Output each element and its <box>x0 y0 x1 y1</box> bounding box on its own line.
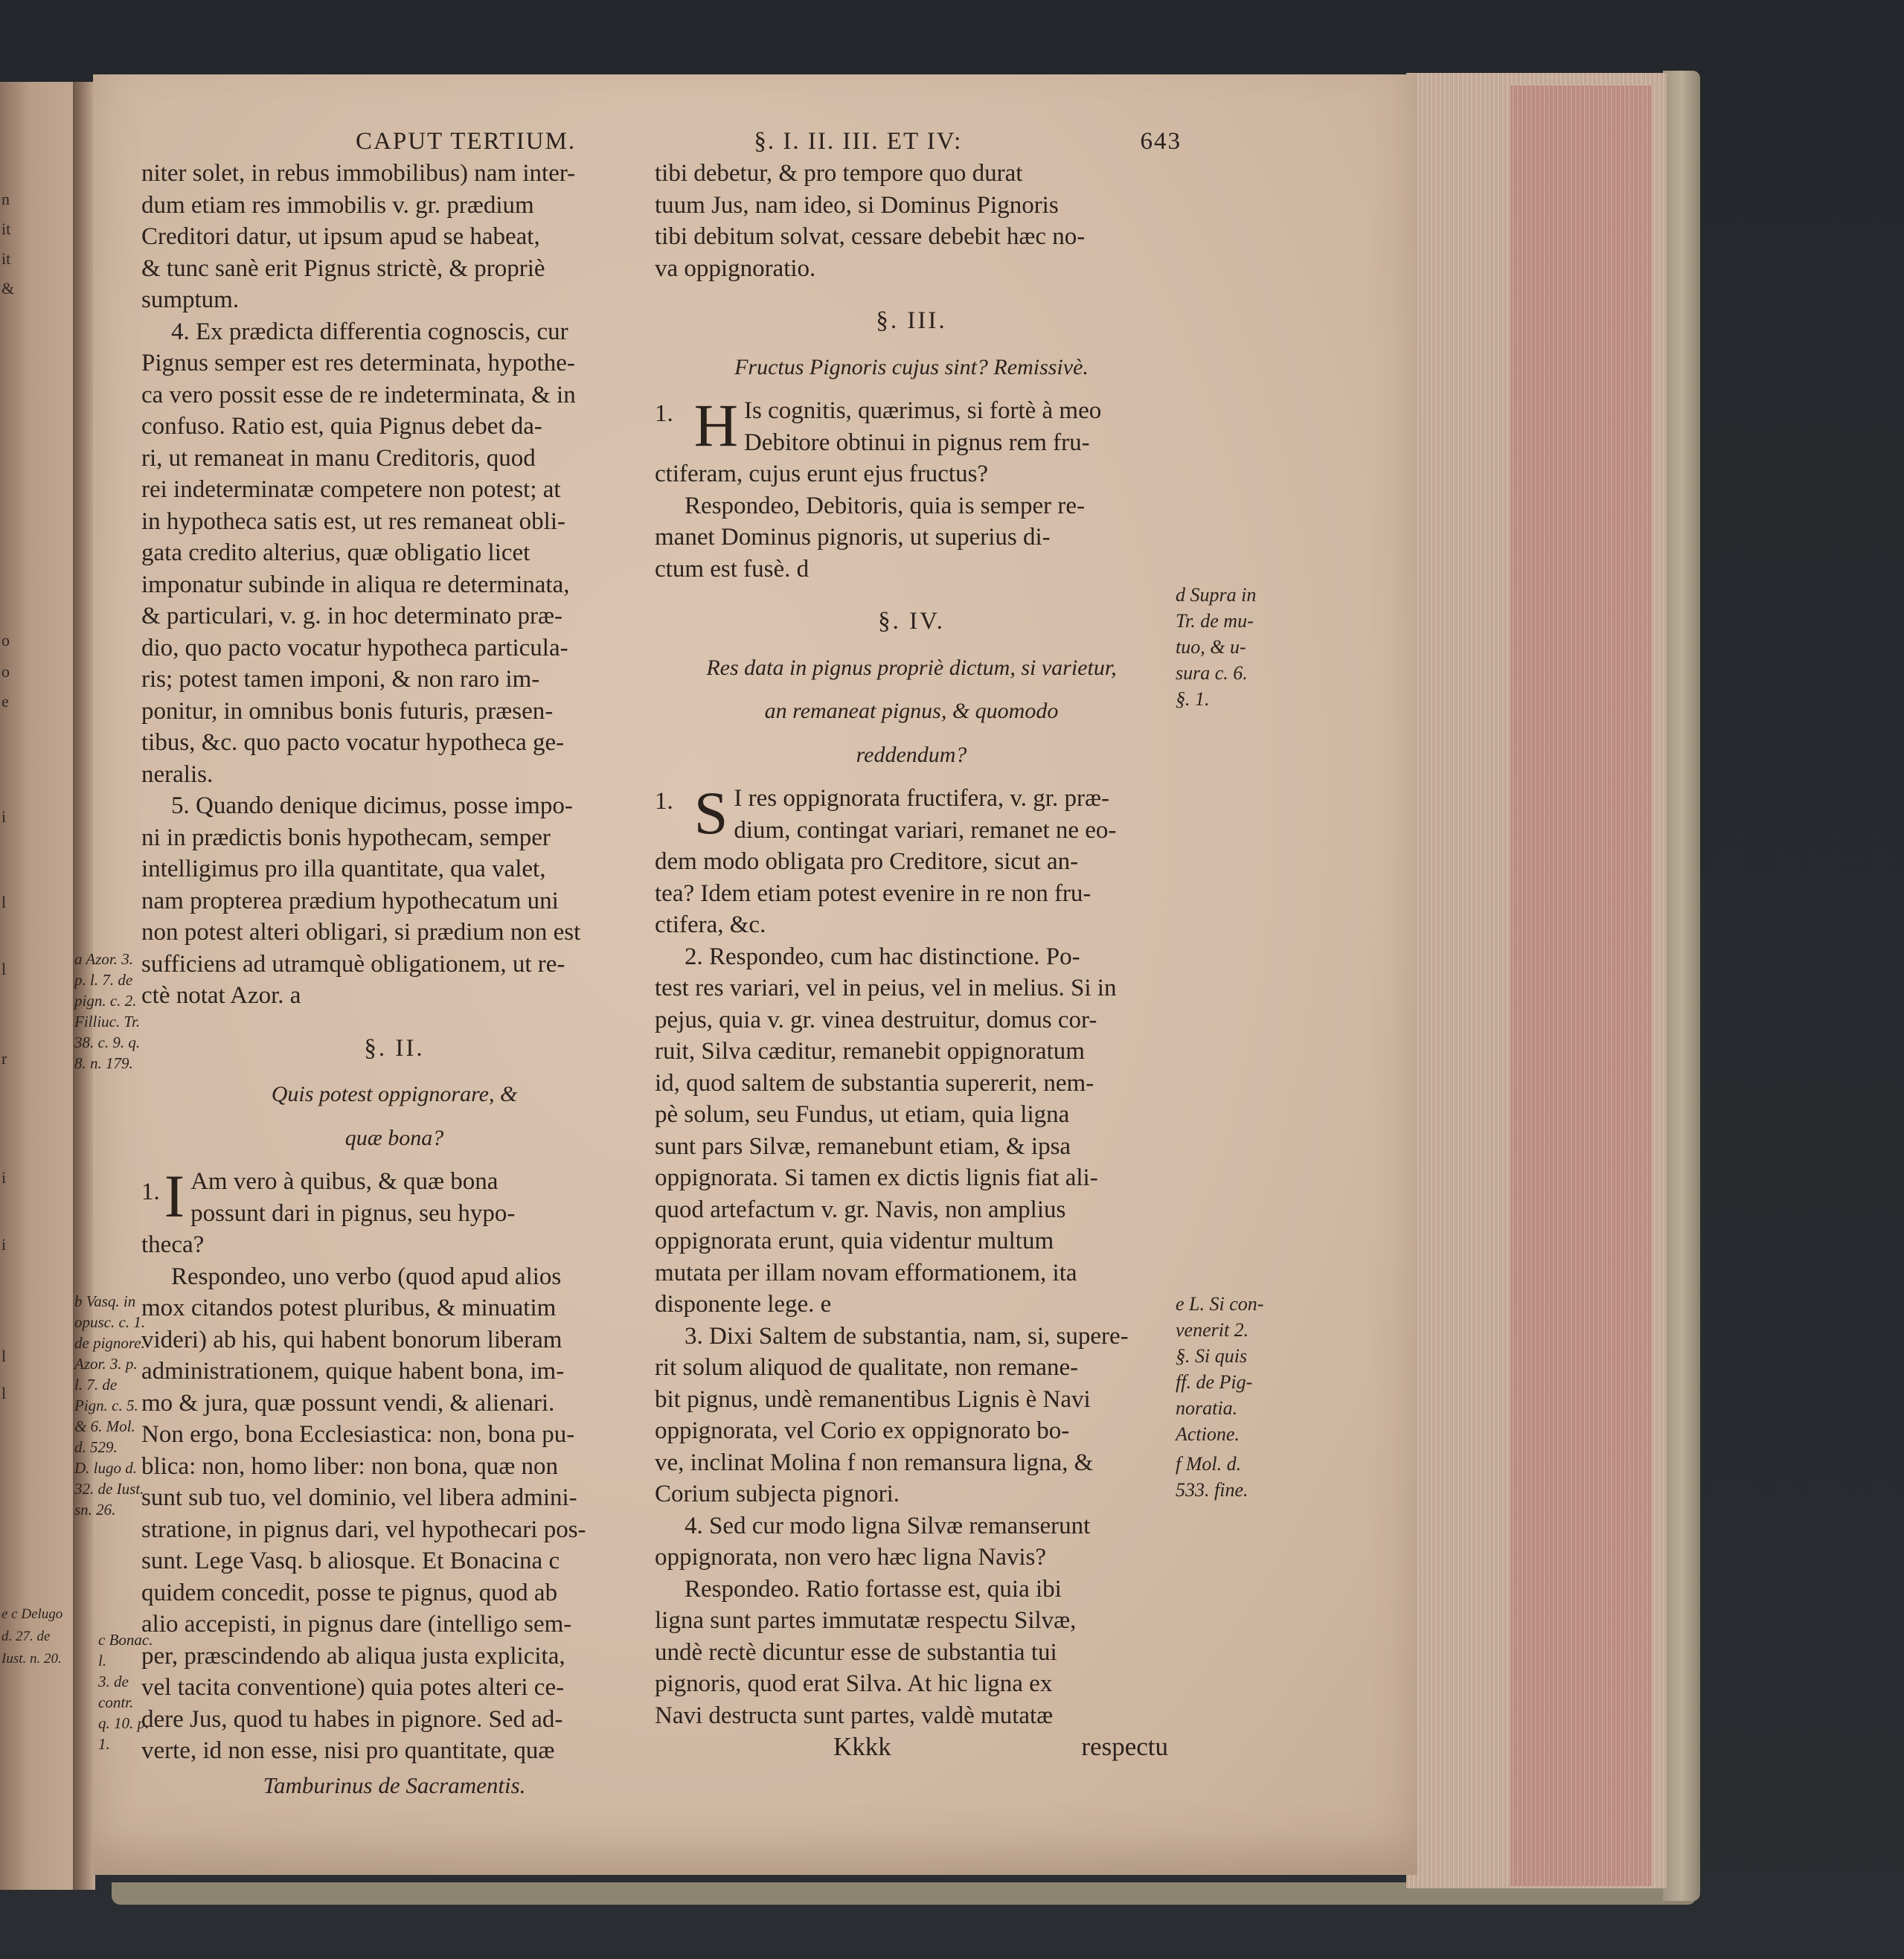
text-line: oppignorata, non vero hæc ligna Navis? <box>655 1544 1047 1571</box>
text-line: sunt sub tuo, vel dominio, vel libera admini- <box>141 1484 577 1511</box>
text-line: dere Jus, quod tu habes in pignore. Sed ad- <box>141 1705 563 1733</box>
text-line: in hypotheca satis est, ut res remaneat obli- <box>141 507 565 535</box>
text-line: 2. Respondeo, cum hac distinctione. Po- <box>685 943 1080 970</box>
margin-note-line: pign. c. 2. <box>74 992 137 1010</box>
text-line: Is cognitis, quærimus, si fortè à meo <box>743 397 1102 424</box>
text-line: ruit, Silva cæditur, remanebit oppignoratum <box>655 1038 1085 1065</box>
margin-note-line: 32. de Iust. <box>74 1480 144 1498</box>
margin-note-line: q. 10. p. 1. <box>98 1714 150 1753</box>
text-line: ctè notat Azor. a <box>141 982 301 1009</box>
left-fragment: it <box>1 219 11 238</box>
left-fragment: l <box>1 960 7 978</box>
text-line: theca? <box>141 1231 205 1258</box>
margin-note-line: §. 1. <box>1176 688 1210 710</box>
section-heading-3: §. III. <box>876 307 947 334</box>
margin-note-line: de pignore. <box>74 1334 145 1352</box>
left-fragment: n <box>1 190 10 208</box>
text-line: I res oppignorata fructifera, v. gr. præ- <box>734 785 1109 812</box>
margin-note-a <box>74 949 149 1074</box>
margin-note-f <box>1176 1451 1295 1503</box>
margin-note-line: Azor. 3. p. <box>74 1355 138 1373</box>
margin-note-line: 8. n. 179. <box>74 1054 133 1072</box>
text-line: oppignorata erunt, quia videntur multum <box>655 1228 1054 1254</box>
text-line: sumptum. <box>141 286 240 313</box>
margin-note-line: Filliuc. Tr. <box>74 1013 141 1030</box>
text-line: blica: non, homo liber: non bona, quæ non <box>141 1452 559 1480</box>
text-line: tuum Jus, nam ideo, si Dominus Pignoris <box>655 191 1059 219</box>
text-line: test res variari, vel in peius, vel in melius. Si in <box>655 975 1117 1001</box>
text-line: tibus, &c. quo pacto vocatur hypotheca ge- <box>141 729 565 756</box>
margin-note-line: Tr. de mu- <box>1176 610 1254 632</box>
text-line: Am vero à quibus, & quæ bona <box>190 1168 499 1195</box>
text-line: ni in prædictis bonis hypothecam, semper <box>141 824 551 851</box>
rubric-line: Res data in pignus propriè dictum, si varietur, <box>706 655 1117 680</box>
catchword: respectu <box>1081 1732 1168 1761</box>
margin-note-line: tuo, & u- <box>1176 636 1246 658</box>
column-right <box>655 158 1168 1763</box>
margin-note-line: D. lugo d. <box>74 1459 137 1477</box>
margin-note-line: d. 27. de <box>1 1629 51 1644</box>
margin-note-line: 38. c. 9. q. <box>74 1033 141 1051</box>
text-line: pè solum, seu Fundus, ut etiam, quia ligna <box>655 1101 1070 1128</box>
text-line: dium, contingat variari, remanet ne eo- <box>734 816 1117 844</box>
text-line: Navi destructa sunt partes, valdè mutatæ <box>655 1702 1054 1729</box>
text-line: 5. Quando denique dicimus, posse impo- <box>171 792 573 819</box>
text-line: bit pignus, undè remanentibus Lignis è Navi <box>655 1385 1091 1413</box>
text-line: intelligimus pro illa quantitate, qua valet, <box>141 856 546 882</box>
text-line: ri, ut remaneat in manu Creditoris, quod <box>141 444 536 472</box>
text-line: alio accepisti, in pignus dare (intelligo sem- <box>141 1611 572 1638</box>
margin-note-line: §. Si quis <box>1176 1345 1248 1367</box>
text-line: videri) ab his, qui habent bonorum liberam <box>141 1326 562 1353</box>
left-fragment: i <box>1 807 7 826</box>
text-line: stratione, in pignus dari, vel hypothecari pos- <box>141 1516 586 1543</box>
text-line: gata credito alterius, quæ obligatio licet <box>141 539 531 566</box>
section-heading-4: §. IV. <box>878 608 945 635</box>
text-line: vel tacita conventione) quia potes alteri ce- <box>141 1674 565 1701</box>
text-line: administrationem, quique habent bona, im- <box>141 1358 565 1385</box>
text-line: possunt dari in pignus, seu hypo- <box>190 1199 516 1227</box>
margin-note-line: Iust. n. 20. <box>1 1651 62 1667</box>
margin-note-line: p. l. 7. de <box>74 971 133 989</box>
text-line: disponente lege. e <box>655 1291 832 1318</box>
margin-note-line: Actione. <box>1176 1423 1240 1445</box>
rubric-line: an remaneat pignus, & quomodo <box>764 699 1059 723</box>
text-line: Creditori datur, ut ipsum apud se habeat, <box>141 223 540 250</box>
drop-capital: H <box>693 391 738 459</box>
text-line: rei indeterminatæ competere non potest; at <box>141 476 561 503</box>
text-line: dem modo obligata pro Creditore, sicut an- <box>655 848 1079 875</box>
left-fragment: o <box>1 631 10 650</box>
signature-row <box>655 1731 1168 1763</box>
left-fragment: o <box>1 662 10 681</box>
text-line: tibi debetur, & pro tempore quo durat <box>655 160 1023 187</box>
margin-note-line: b Vasq. in <box>74 1292 136 1310</box>
page-number: 643 <box>1140 128 1182 155</box>
text-line: quod artefactum v. gr. Navis, non amplius <box>655 1196 1066 1223</box>
margin-note-line: a Azor. 3. <box>74 950 133 968</box>
paragraph-with-dropcap <box>655 391 1168 490</box>
margin-note-line: sura c. 6. <box>1176 662 1248 684</box>
margin-note-e <box>1176 1291 1295 1447</box>
rubric-line: reddendum? <box>856 742 967 767</box>
left-fragment: i <box>1 1168 7 1187</box>
text-line: Respondeo, Debitoris, quia is semper re- <box>685 492 1085 519</box>
text-line: Pignus semper est res determinata, hypothe- <box>141 350 575 376</box>
margin-note-line: Pign. c. 5. <box>74 1397 138 1414</box>
text-line: va oppignoratio. <box>655 254 816 282</box>
margin-note-line: d Supra in <box>1176 584 1257 606</box>
text-line: ca vero possit esse de re indeterminata, & in <box>141 381 576 408</box>
text-line: Respondeo. Ratio fortasse est, quia ibi <box>685 1575 1062 1603</box>
margin-note-line: venerit 2. <box>1176 1319 1249 1341</box>
text-line: rit solum aliquod de qualitate, non remane- <box>655 1354 1079 1381</box>
text-line: ponitur, in omnibus bonis futuris, præsen- <box>141 697 554 725</box>
text-line: oppignorata, vel Corio ex oppignorato bo- <box>655 1417 1070 1444</box>
catchline: Tamburinus de Sacramentis. <box>263 1772 526 1798</box>
text-line: oppignorata. Si tamen ex dictis lignis fiat ali- <box>655 1164 1098 1191</box>
text-line: per, præscindendo ab aliqua justa explicita, <box>141 1642 565 1670</box>
text-line: & particulari, v. g. in hoc determinato præ- <box>141 603 563 629</box>
margin-note-line: d. 529. <box>74 1438 118 1456</box>
left-fragment: & <box>1 279 15 298</box>
margin-note-line: c Bonac. l. <box>98 1631 153 1670</box>
text-line: mutata per illam novam efformationem, ita <box>655 1259 1077 1286</box>
text-line: pejus, quia v. gr. vinea destruitur, domus cor- <box>655 1006 1097 1033</box>
left-fragment: it <box>1 249 11 268</box>
margin-note-left-page <box>1 1603 72 1670</box>
text-line: mox citandos potest pluribus, & minuatim <box>141 1295 557 1321</box>
text-line: sunt. Lege Vasq. b aliosque. Et Bonacina c <box>141 1548 560 1574</box>
left-fragment: l <box>1 1347 7 1365</box>
text-line: mo & jura, quæ possunt vendi, & alienari. <box>141 1389 555 1417</box>
text-line: 4. Ex prædicta differentia cognoscis, cur <box>171 318 568 345</box>
text-line: Corium subjecta pignori. <box>655 1481 900 1507</box>
left-fragment: r <box>1 1049 7 1068</box>
text-line: ctum est fusè. d <box>655 555 810 583</box>
rubric-line: Fructus Pignoris cujus sint? Remissivè. <box>734 354 1089 379</box>
red-edge-stain <box>1510 86 1652 1886</box>
paragraph-with-dropcap <box>655 779 1168 941</box>
text-line: non potest alteri obligari, si prædium non est <box>141 919 581 946</box>
drop-capital: S <box>693 779 728 847</box>
margin-note-line: e L. Si con- <box>1176 1293 1264 1315</box>
text-line: undè rectè dicuntur esse de substantia tui <box>655 1638 1057 1666</box>
text-line: sunt pars Silvæ, remanebunt etiam, & ipsa <box>655 1132 1071 1160</box>
running-head <box>356 128 1182 155</box>
text-line: ligna sunt partes immutatæ respectu Silvæ, <box>655 1607 1077 1634</box>
margin-note-line: l. 7. de <box>74 1376 118 1394</box>
text-line: nam propterea prædium hypothecatum uni <box>141 887 559 914</box>
text-line: 4. Sed cur modo ligna Silvæ remanserunt <box>685 1512 1091 1539</box>
text-line: manet Dominus pignoris, ut superius di- <box>655 524 1051 551</box>
text-line: ctiferam, cujus erunt ejus fructus? <box>655 461 989 487</box>
drop-capital: I <box>164 1162 185 1230</box>
margin-note-line: sn. 26. <box>74 1501 116 1519</box>
margin-note-line: noratia. <box>1176 1397 1238 1419</box>
margin-note-line: 533. fine. <box>1176 1479 1249 1501</box>
rubric-line: quæ bona? <box>344 1125 444 1150</box>
text-line: imponatur subinde in aliqua re determinata, <box>141 571 570 598</box>
margin-note-line: e c Delugo <box>1 1606 63 1622</box>
text-line: neralis. <box>141 760 214 788</box>
text-line: ctifera, &c. <box>655 911 766 938</box>
text-line: ris; potest tamen imponi, & non raro im- <box>141 666 540 693</box>
margin-note-line: ff. de Pig- <box>1176 1371 1253 1393</box>
text-line: Debitore obtinui in pignus rem fru- <box>743 429 1090 456</box>
margin-note-line: & 6. Mol. <box>74 1417 135 1435</box>
paragraph-number: 1. <box>655 788 673 815</box>
text-line: 3. Dixi Saltem de substantia, nam, si, supere- <box>685 1322 1129 1350</box>
text-line: id, quod saltem de substantia supererit, nem- <box>655 1069 1094 1097</box>
text-line: niter solet, in rebus immobilibus) nam inter- <box>141 160 576 187</box>
running-head-sections: §. I. II. III. ET IV: <box>754 128 963 155</box>
text-line: quidem concedit, posse te pignus, quod ab <box>141 1579 558 1606</box>
margin-note-line: 3. de contr. <box>98 1673 134 1711</box>
text-line: tea? Idem etiam potest evenire in re non fru- <box>655 879 1092 907</box>
margin-note-b <box>74 1291 149 1520</box>
text-line: verte, id non esse, nisi pro quantitate, quæ <box>141 1737 555 1764</box>
paragraph-number: 1. <box>141 1179 160 1205</box>
text-line: dum etiam res immobilis v. gr. prædium <box>141 191 534 219</box>
text-line: dio, quo pacto vocatur hypotheca particula- <box>141 634 568 661</box>
left-fragment: l <box>1 893 7 911</box>
left-fragment: i <box>1 1235 7 1254</box>
text-line: Respondeo, uno verbo (quod apud alios <box>171 1263 562 1290</box>
book-cover-edge <box>1663 71 1700 1901</box>
left-fragment: e <box>1 692 9 711</box>
margin-note-line: opusc. c. 1. <box>74 1313 146 1331</box>
margin-note-d <box>1176 582 1295 712</box>
text-line: confuso. Ratio est, quia Pignus debet da- <box>141 413 542 440</box>
left-fragment: l <box>1 1384 7 1402</box>
running-head-title: CAPUT TERTIUM. <box>356 128 577 155</box>
margin-note-line: f Mol. d. <box>1176 1453 1242 1475</box>
paragraph-number: 1. <box>655 400 673 427</box>
text-line: Non ergo, bona Ecclesiastica: non, bona pu- <box>141 1421 575 1448</box>
section-heading-2: §. II. <box>364 1034 425 1062</box>
paragraph-with-dropcap <box>141 1162 647 1261</box>
column-left <box>141 158 647 1801</box>
rubric-line: Quis potest oppignorare, & <box>271 1082 518 1106</box>
text-line: tibi debitum solvat, cessare debebit hæc no- <box>655 223 1086 250</box>
text-line: ve, inclinat Molina f non remansura ligna, & <box>655 1449 1094 1476</box>
text-line: pignoris, quod erat Silva. At hic ligna ex <box>655 1670 1053 1697</box>
text-line: sufficiens ad utramquè obligationem, ut re- <box>141 950 565 978</box>
margin-note-c <box>98 1629 158 1754</box>
signature-mark: Kkkk <box>833 1732 891 1761</box>
text-line: & tunc sanè erit Pignus strictè, & propriè <box>141 254 545 282</box>
